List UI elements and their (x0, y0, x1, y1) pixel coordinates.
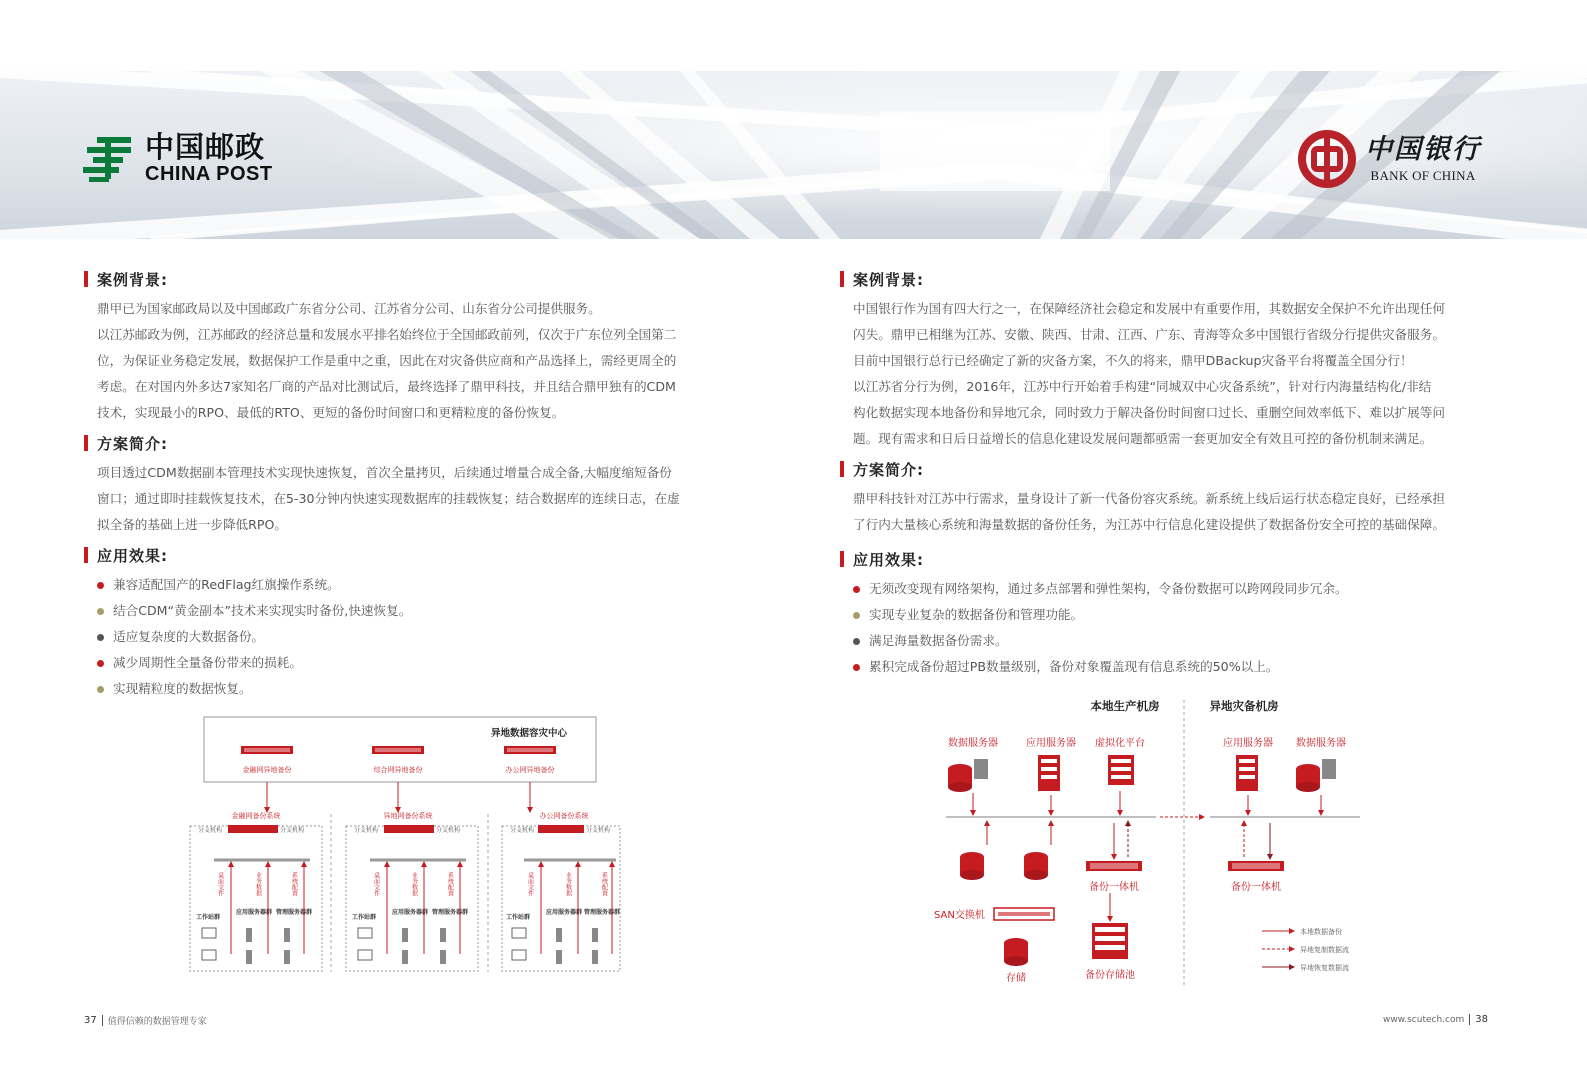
svg-text:业务数据: 业务数据 (564, 872, 572, 896)
footer-url[interactable]: www.scutech.com (1383, 1014, 1465, 1025)
svg-text:桌面文件: 桌面文件 (216, 872, 224, 896)
backup-storage-pool-icon (1085, 923, 1135, 981)
svg-text:金融网备份系统: 金融网备份系统 (231, 812, 281, 820)
right-page-content (840, 268, 1500, 680)
svg-text:金融网异地备份: 金融网异地备份 (242, 766, 292, 774)
svg-text:管理服务器群: 管理服务器群 (432, 909, 469, 916)
left-background-text: 鼎甲已为国家邮政局以及中国邮政广东省分公司、江苏省分公司、山东省分公司提供服务。 以江苏邮政为例，江苏邮政的经济总量和发展水平排名始终位于全国邮政前列，仅次于广东位列全国第二 位，为保证业务稳定发展，数据保护工作是重中之重，因此在对灾备供应商和产品选择上，需经更周全的 考虑。在对国内外多达7家知名厂商的产品对比测试后，最终选择了鼎甲科技，并且结合鼎甲独有的CDM 技术，实现最小的RPO、最低的RTO、更短的备份时间窗口和更精粒度的备份恢复。 (97, 301, 677, 420)
storage-icon (1004, 938, 1028, 984)
left-effects-heading: 应用效果: (84, 544, 744, 566)
top-device-1 (241, 746, 293, 774)
app-server-icon (1038, 755, 1060, 791)
local-room-title: 本地生产机房 (1090, 699, 1160, 713)
page-number-right: 38 (1475, 1014, 1488, 1025)
san-switch (934, 908, 1054, 921)
footer-right (1383, 1014, 1488, 1025)
list-item: 累积完成备份超过PB数量级别，备份对象覆盖现有信息系统的50%以上。 (853, 654, 1500, 680)
svg-text:本地数据备份: 本地数据备份 (1300, 928, 1342, 936)
storage-array-icon-1 (960, 852, 984, 880)
svg-text:虚拟化平台: 虚拟化平台 (1095, 738, 1145, 749)
remote-backup-appliance (1228, 861, 1284, 893)
svg-text:系统配置: 系统配置 (600, 872, 608, 896)
data-server-icon (948, 759, 988, 792)
local-backup-appliance (1086, 861, 1142, 893)
remote-room-title: 异地灾备机房 (1209, 699, 1279, 713)
bank-of-china-architecture-diagram (930, 695, 1370, 990)
left-page-content (84, 268, 744, 702)
svg-text:工作站群: 工作站群 (352, 914, 377, 921)
list-item: 减少周期性全量备份带来的损耗。 (97, 650, 744, 676)
svg-text:业务数据: 业务数据 (410, 872, 418, 896)
remote-app-server-icon (1236, 755, 1258, 791)
svg-text:异地复制数据流: 异地复制数据流 (1300, 946, 1349, 954)
svg-text:备份一体机: 备份一体机 (1231, 882, 1281, 893)
svg-text:分支机构: 分支机构 (510, 827, 535, 834)
svg-text:分支机构: 分支机构 (586, 827, 611, 834)
left-effects-list (84, 572, 744, 702)
svg-text:管理服务器群: 管理服务器群 (276, 909, 313, 916)
svg-text:应用服务器群: 应用服务器群 (236, 909, 273, 916)
right-effects-heading: 应用效果: (840, 548, 1500, 570)
right-solution-heading: 方案简介: (840, 458, 1500, 480)
list-item: 适应复杂度的大数据备份。 (97, 624, 744, 650)
dr-center-title: 异地数据容灾中心 (491, 728, 568, 739)
right-solution-text: 鼎甲科技针对江苏中行需求，量身设计了新一代备份容灾系统。新系统上线后运行状态稳定良好，已经承担 了行内大量核心系统和海量数据的备份任务，为江苏中行信息化建设提供了数据备份安全可控的基础保障。 (853, 491, 1445, 532)
right-background-text: 中国银行作为国有四大行之一，在保障经济社会稳定和发展中有重要作用，其数据安全保护不允许出现任何 闪失。鼎甲已相继为江苏、安徽、陕西、甘肃、江西、广东、青海等众多中国银行省级分行提供灾备服务。 目前中国银行总行已经确定了新的灾备方案，不久的将来，鼎甲DBackup灾备平台将覆盖全国分行！ 以江苏省分行为例，2016年，江苏中行开始着手构建“同城双中心灾备系统”，针对行内海量结构化/非结 构化数据实现本地备份和异地冗余，同时致力于解决备份时间窗口过长、重删空间效率低下、难以扩展等问 题。现有需求和日后日益增长的信息化建设发展问题都亟需一套更加安全有效且可控的备份机制来满足。 (853, 301, 1445, 446)
footer-slogan: 值得信赖的数据管理专家 (107, 1017, 207, 1027)
right-background-heading: 案例背景: (840, 268, 1500, 290)
list-item: 无须改变现有网络架构，通过多点部署和弹性架构，令备份数据可以跨网段同步冗余。 (853, 576, 1500, 602)
left-solution-text: 项目透过CDM数据副本管理技术实现快速恢复，首次全量拷贝，后续通过增量合成全备,大幅度缩短备份 窗口；通过即时挂载恢复技术，在5-30分钟内快速实现数据库的挂载恢复；结合数据库的连续日志，在虚 拟全备的基础上进一步降低RPO。 (97, 465, 680, 532)
svg-text:综合网异地备份: 综合网异地备份 (373, 766, 423, 774)
svg-text:分支机构: 分支机构 (198, 827, 223, 834)
svg-text:系统配置: 系统配置 (446, 872, 454, 896)
bank-of-china-name-cn: 中国银行 (1365, 134, 1481, 165)
svg-text:工作站群: 工作站群 (506, 914, 531, 921)
svg-text:系统配置: 系统配置 (290, 872, 298, 896)
bank-of-china-emblem-icon (1297, 129, 1357, 189)
footer-left (84, 1014, 207, 1027)
china-post-name-en: CHINA POST (145, 162, 273, 185)
page-number-left: 37 (84, 1015, 97, 1026)
china-post-architecture-diagram (186, 714, 626, 976)
svg-text:管理服务器群: 管理服务器群 (584, 909, 621, 916)
svg-text:分支机构: 分支机构 (280, 827, 305, 834)
left-background-heading: 案例背景: (84, 268, 744, 290)
list-item: 结合CDM“黄金副本”技术来实现实时备份,快速恢复。 (97, 598, 744, 624)
list-item: 实现专业复杂的数据备份和管理功能。 (853, 602, 1500, 628)
svg-text:应用服务器群: 应用服务器群 (546, 909, 583, 916)
svg-text:办公网异地备份: 办公网异地备份 (505, 766, 555, 774)
svg-text:备份一体机: 备份一体机 (1089, 882, 1139, 893)
storage-array-icon-2 (1024, 852, 1048, 880)
list-item: 实现精粒度的数据恢复。 (97, 676, 744, 702)
svg-text:应用服务器群: 应用服务器群 (392, 909, 429, 916)
svg-text:桌面文件: 桌面文件 (526, 872, 534, 896)
svg-text:应用服务器: 应用服务器 (1223, 738, 1273, 749)
svg-text:桌面文件: 桌面文件 (372, 872, 380, 896)
svg-text:SAN交换机: SAN交换机 (934, 910, 985, 921)
svg-text:存储: 存储 (1006, 973, 1026, 984)
diagram-legend (1262, 927, 1349, 972)
backup-group-3 (502, 811, 620, 971)
backup-group-2 (346, 811, 478, 971)
remote-data-server-icon (1296, 759, 1336, 792)
right-effects-list (840, 576, 1500, 680)
left-solution-heading: 方案简介: (84, 432, 744, 454)
svg-text:数据服务器: 数据服务器 (1296, 738, 1346, 749)
china-post-name-cn: 中国邮政 (145, 129, 266, 164)
china-post-emblem-icon (83, 133, 135, 183)
virtualization-platform-icon (1108, 755, 1134, 785)
svg-text:异地恢复数据流: 异地恢复数据流 (1300, 964, 1349, 972)
svg-text:应用服务器: 应用服务器 (1026, 738, 1076, 749)
list-item: 满足海量数据备份需求。 (853, 628, 1500, 654)
svg-text:业务数据: 业务数据 (254, 872, 262, 896)
svg-text:数据服务器: 数据服务器 (948, 738, 998, 749)
svg-text:异地网备份系统: 异地网备份系统 (383, 812, 433, 820)
svg-text:分支机构: 分支机构 (354, 827, 379, 834)
svg-text:备份存储池: 备份存储池 (1085, 970, 1135, 981)
backup-group-1 (190, 811, 322, 971)
svg-text:分支机构: 分支机构 (436, 827, 461, 834)
top-device-3 (504, 746, 556, 774)
top-device-2 (372, 746, 424, 774)
bank-of-china-logo (1297, 128, 1481, 190)
svg-text:工作站群: 工作站群 (196, 914, 221, 921)
list-item: 兼容适配国产的RedFlag红旗操作系统。 (97, 572, 744, 598)
svg-text:办公网备份系统: 办公网备份系统 (539, 812, 589, 820)
china-post-logo (83, 129, 273, 185)
bank-of-china-name-en: BANK OF CHINA (1370, 168, 1476, 183)
